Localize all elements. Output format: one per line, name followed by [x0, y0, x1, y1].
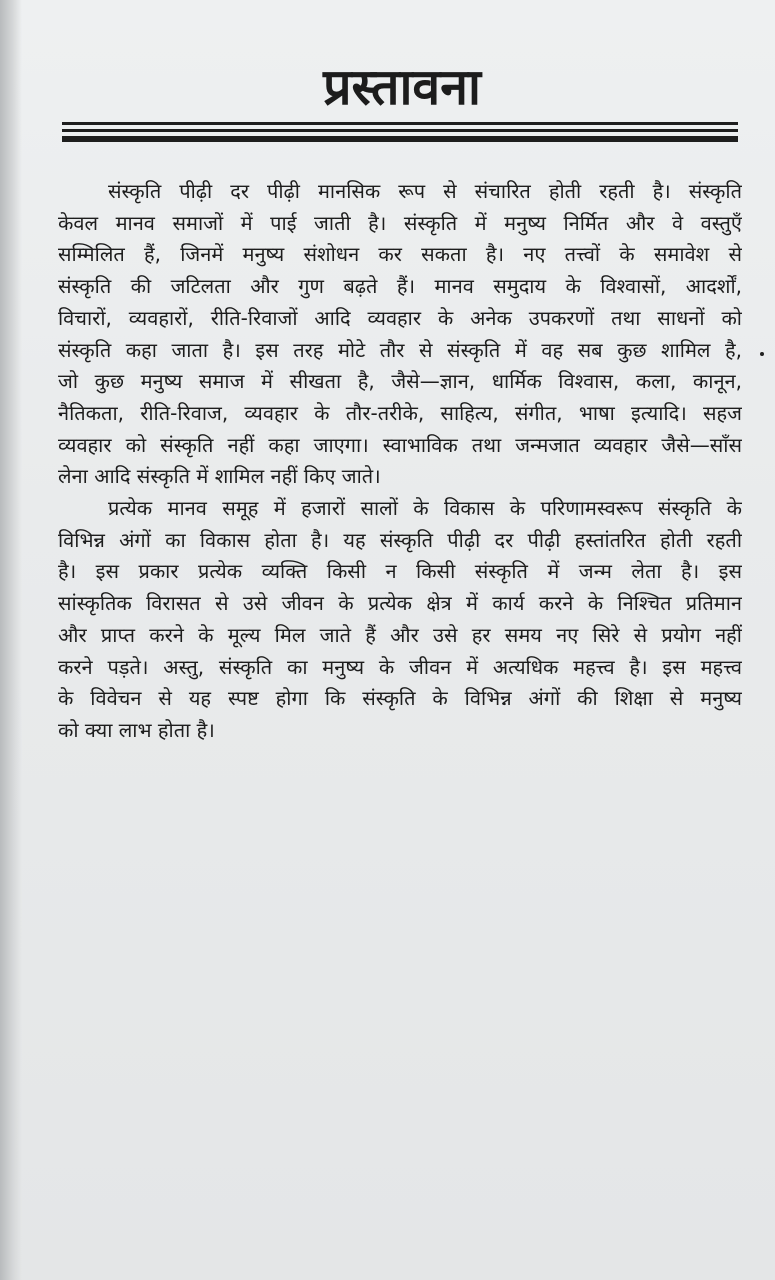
text-line: के विवेचन से यह स्पष्ट होगा कि संस्कृति के विभिन्न अंगों की शिक्षा से मनुष्य [58, 686, 742, 711]
text-line: व्यवहार को संस्कृति नहीं कहा जाएगा। स्वाभाविक तथा जन्मजात व्यवहार जैसे—साँस [58, 432, 742, 457]
text-line: है। इस प्रकार प्रत्येक व्यक्ति किसी न किसी संस्कृति में जन्म लेता है। इस [58, 559, 742, 584]
book-page [22, 0, 775, 1280]
book-gutter-shadow [0, 0, 22, 1280]
text-line: लेना आदि संस्कृति में शामिल नहीं किए जाते। [58, 464, 381, 489]
text-line: संस्कृति की जटिलता और गुण बढ़ते हैं। मानव समुदाय के विश्वासों, आदर्शों, [58, 274, 742, 299]
text-line: सम्मिलित हैं, जिनमें मनुष्य संशोधन कर सकता है। नए तत्त्वों के समावेश से [58, 242, 742, 267]
text-line: को क्या लाभ होता है। [58, 717, 215, 742]
page-title: प्रस्तावना [323, 58, 481, 116]
text-line: विचारों, व्यवहारों, रीति-रिवाजों आदि व्यवहार के अनेक उपकरणों तथा साधनों को [58, 305, 742, 330]
text-line: करने पड़ते। अस्तु, संस्कृति का मनुष्य के जीवन में अत्यधिक महत्त्व है। इस महत्त्व [58, 654, 742, 679]
text-line: प्रत्येक मानव समूह में हजारों सालों के विकास के परिणामस्वरूप संस्कृति के [108, 496, 742, 521]
paragraph-1 [58, 176, 742, 493]
body-text [58, 176, 742, 747]
text-line: संस्कृति कहा जाता है। इस तरह मोटे तौर से संस्कृति में वह सब कुछ शामिल है, [58, 337, 742, 362]
paragraph-2 [58, 493, 742, 747]
text-line: नैतिकता, रीति-रिवाज, व्यवहार के तौर-तरीके, साहित्य, संगीत, भाषा इत्यादि। सहज [58, 400, 742, 425]
text-line: जो कुछ मनुष्य समाज में सीखता है, जैसे—ज्ञान, धार्मिक विश्वास, कला, कानून, [58, 369, 742, 394]
text-line: केवल मानव समाजों में पाई जाती है। संस्कृति में मनुष्य निर्मित और वे वस्तुएँ [58, 210, 742, 235]
text-line: सांस्कृतिक विरासत से उसे जीवन के प्रत्येक क्षेत्र में कार्य करने के निश्चित प्रतिमान [58, 591, 742, 616]
text-line: संस्कृति पीढ़ी दर पीढ़ी मानसिक रूप से संचारित होती रहती है। संस्कृति [108, 179, 742, 203]
text-line: विभिन्न अंगों का विकास होता है। यह संस्कृति पीढ़ी दर पीढ़ी हस्तांतरित होती रहती [58, 527, 742, 552]
text-line: और प्राप्त करने के मूल्य मिल जाते हैं और उसे हर समय नए सिरे से प्रयोग नहीं [58, 622, 742, 647]
title-underline-rule [62, 122, 738, 144]
